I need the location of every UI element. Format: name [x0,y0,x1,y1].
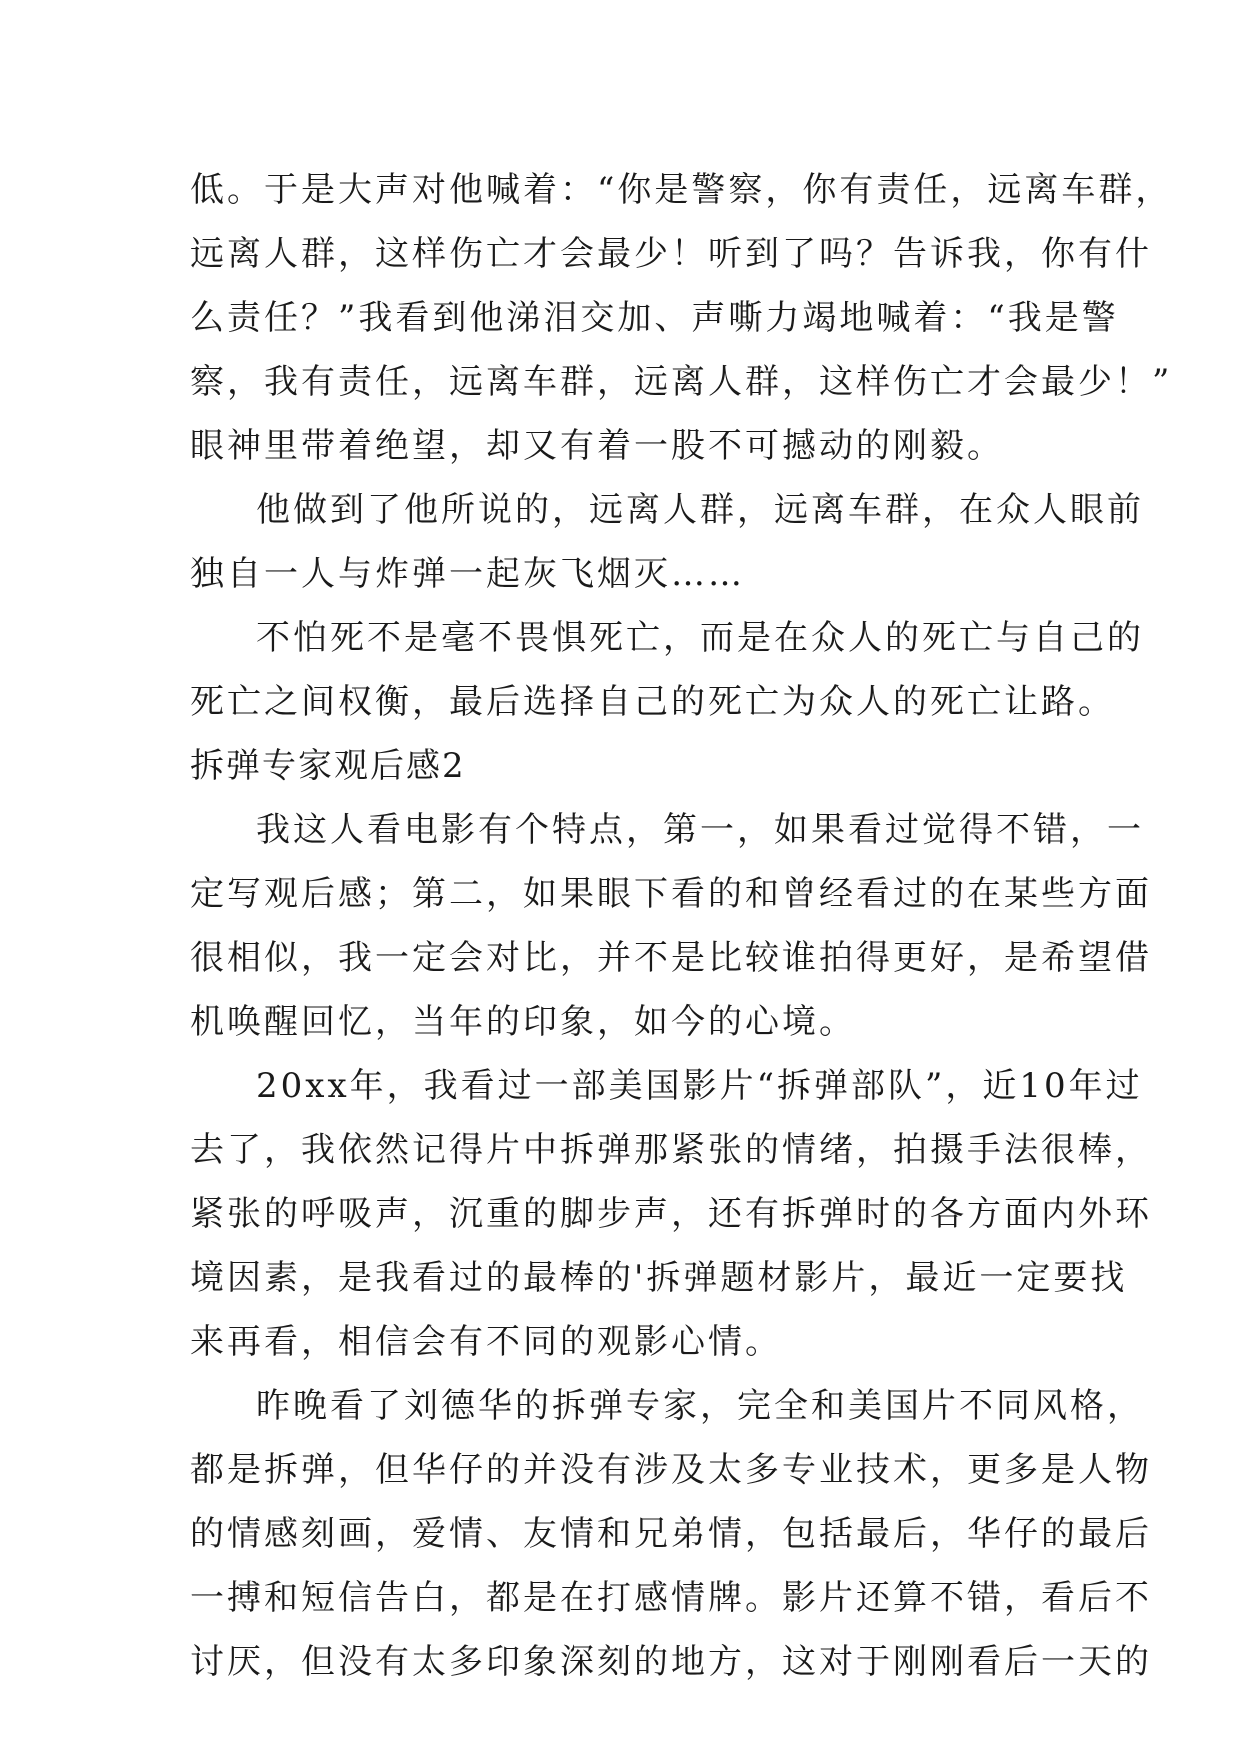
paragraph [190,1374,1152,1694]
text-line: 眼神里带着绝望，却又有着一股不可撼动的刚毅。 [190,426,1004,466]
paragraph [190,478,1144,606]
paragraph [190,158,1173,478]
text-line: 不怕死不是毫不畏惧死亡，而是在众人的死亡与自己的 [256,618,1144,658]
heading-text: 拆弹专家观后感2 [190,746,466,786]
text-line: 定写观后感；第二，如果眼下看的和曾经看过的在某些方面 [190,874,1152,914]
paragraph [190,798,1152,1054]
text-line: 境因素，是我看过的最棒的'拆弹题材影片，最近一定要找 [190,1258,1128,1298]
text-line: 讨厌，但没有太多印象深刻的地方，这对于刚刚看后一天的 [190,1642,1152,1682]
text-line: 察，我有责任，远离车群，远离人群，这样伤亡才会最少！” [190,362,1173,402]
document-page [190,158,1173,1694]
text-line: 来再看，相信会有不同的观影心情。 [190,1322,782,1362]
text-line: 我这人看电影有个特点，第一，如果看过觉得不错，一 [256,810,1144,850]
text-line: 紧张的呼吸声，沉重的脚步声，还有拆弹时的各方面内外环 [190,1194,1152,1234]
text-line: 独自一人与炸弹一起灰飞烟灭…… [190,554,745,594]
text-line: 20xx年，我看过一部美国影片“拆弹部队”，近10年过 [256,1066,1143,1106]
text-line: 低。于是大声对他喊着：“你是警察，你有责任，远离车群， [190,170,1173,210]
section-heading [190,734,1052,798]
text-line: 很相似，我一定会对比，并不是比较谁拍得更好，是希望借 [190,938,1152,978]
text-line: 么责任？”我看到他涕泪交加、声嘶力竭地喊着：“我是警 [190,298,1119,338]
text-line: 他做到了他所说的，远离人群，远离车群，在众人眼前 [256,490,1144,530]
text-line: 死亡之间权衡，最后选择自己的死亡为众人的死亡让路。 [190,682,1115,722]
text-line: 一搏和短信告白，都是在打感情牌。影片还算不错，看后不 [190,1578,1152,1618]
text-line: 都是拆弹，但华仔的并没有涉及太多专业技术，更多是人物 [190,1450,1152,1490]
text-line: 去了，我依然记得片中拆弹那紧张的情绪，拍摄手法很棒， [190,1130,1152,1170]
paragraph [190,1054,1152,1374]
text-line: 的情感刻画，爱情、友情和兄弟情，包括最后，华仔的最后 [190,1514,1152,1554]
paragraph [190,606,1144,734]
text-line: 机唤醒回忆，当年的印象，如今的心境。 [190,1002,856,1042]
text-line: 昨晚看了刘德华的拆弹专家，完全和美国片不同风格， [256,1386,1144,1426]
text-line: 远离人群，这样伤亡才会最少！听到了吗？告诉我，你有什 [190,234,1152,274]
